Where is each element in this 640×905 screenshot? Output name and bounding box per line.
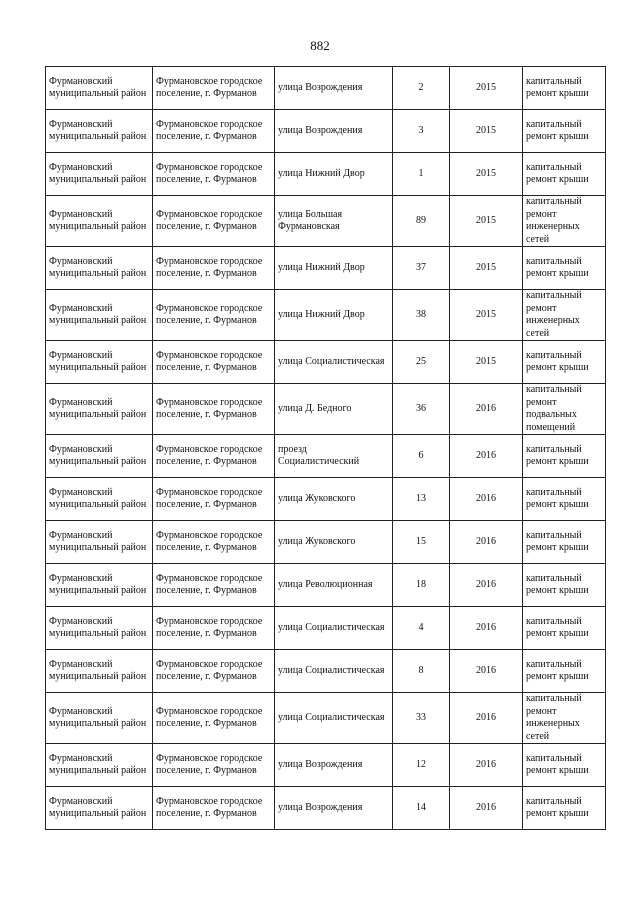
house-number-cell: 25 — [393, 341, 450, 384]
year-cell: 2016 — [450, 744, 523, 787]
district-cell: Фурмановский муниципальный район — [46, 153, 153, 196]
district-cell: Фурмановский муниципальный район — [46, 564, 153, 607]
district-cell: Фурмановский муниципальный район — [46, 67, 153, 110]
house-number-cell: 1 — [393, 153, 450, 196]
table-row — [46, 607, 606, 650]
district-cell: Фурмановский муниципальный район — [46, 384, 153, 435]
year-cell: 2016 — [450, 435, 523, 478]
settlement-cell: Фурмановское городское поселение, г. Фурманов — [153, 153, 275, 196]
district-cell: Фурмановский муниципальный район — [46, 247, 153, 290]
table-row — [46, 341, 606, 384]
work-type-cell: капитальный ремонт крыши — [523, 153, 606, 196]
work-type-cell: капитальный ремонт крыши — [523, 67, 606, 110]
street-cell: улица Социалистическая — [275, 341, 393, 384]
house-number-cell: 8 — [393, 650, 450, 693]
work-type-cell: капитальный ремонт крыши — [523, 787, 606, 830]
work-type-cell: капитальный ремонт крыши — [523, 521, 606, 564]
house-number-cell: 13 — [393, 478, 450, 521]
house-number-cell: 15 — [393, 521, 450, 564]
district-cell: Фурмановский муниципальный район — [46, 196, 153, 247]
table-row — [46, 435, 606, 478]
work-type-cell: капитальный ремонт крыши — [523, 607, 606, 650]
street-cell: улица Нижний Двор — [275, 290, 393, 341]
year-cell: 2015 — [450, 196, 523, 247]
house-number-cell: 38 — [393, 290, 450, 341]
work-type-cell: капитальный ремонт инженерных сетей — [523, 196, 606, 247]
work-type-cell: капитальный ремонт крыши — [523, 435, 606, 478]
table-row — [46, 787, 606, 830]
work-type-cell: капитальный ремонт подвальных помещений — [523, 384, 606, 435]
street-cell: улица Возрождения — [275, 67, 393, 110]
district-cell: Фурмановский муниципальный район — [46, 290, 153, 341]
street-cell: улица Социалистическая — [275, 693, 393, 744]
house-number-cell: 36 — [393, 384, 450, 435]
district-cell: Фурмановский муниципальный район — [46, 693, 153, 744]
year-cell: 2016 — [450, 521, 523, 564]
work-type-cell: капитальный ремонт крыши — [523, 110, 606, 153]
district-cell: Фурмановский муниципальный район — [46, 521, 153, 564]
street-cell: улица Жуковского — [275, 521, 393, 564]
district-cell: Фурмановский муниципальный район — [46, 435, 153, 478]
table-row — [46, 290, 606, 341]
street-cell: улица Д. Бедного — [275, 384, 393, 435]
street-cell: улица Жуковского — [275, 478, 393, 521]
year-cell: 2016 — [450, 693, 523, 744]
work-type-cell: капитальный ремонт инженерных сетей — [523, 290, 606, 341]
year-cell: 2016 — [450, 564, 523, 607]
settlement-cell: Фурмановское городское поселение, г. Фурманов — [153, 521, 275, 564]
settlement-cell: Фурмановское городское поселение, г. Фурманов — [153, 196, 275, 247]
house-number-cell: 12 — [393, 744, 450, 787]
settlement-cell: Фурмановское городское поселение, г. Фурманов — [153, 384, 275, 435]
house-number-cell: 3 — [393, 110, 450, 153]
settlement-cell: Фурмановское городское поселение, г. Фурманов — [153, 693, 275, 744]
table-row — [46, 153, 606, 196]
street-cell: улица Революционная — [275, 564, 393, 607]
work-type-cell: капитальный ремонт крыши — [523, 650, 606, 693]
year-cell: 2016 — [450, 607, 523, 650]
year-cell: 2016 — [450, 384, 523, 435]
street-cell: улица Возрождения — [275, 787, 393, 830]
settlement-cell: Фурмановское городское поселение, г. Фурманов — [153, 787, 275, 830]
house-number-cell: 89 — [393, 196, 450, 247]
street-cell: улица Возрождения — [275, 110, 393, 153]
district-cell: Фурмановский муниципальный район — [46, 607, 153, 650]
settlement-cell: Фурмановское городское поселение, г. Фурманов — [153, 744, 275, 787]
settlement-cell: Фурмановское городское поселение, г. Фурманов — [153, 607, 275, 650]
district-cell: Фурмановский муниципальный район — [46, 650, 153, 693]
table-row — [46, 67, 606, 110]
table-row — [46, 196, 606, 247]
table-body — [46, 67, 606, 830]
settlement-cell: Фурмановское городское поселение, г. Фурманов — [153, 247, 275, 290]
year-cell: 2015 — [450, 290, 523, 341]
settlement-cell: Фурмановское городское поселение, г. Фурманов — [153, 110, 275, 153]
house-number-cell: 4 — [393, 607, 450, 650]
settlement-cell: Фурмановское городское поселение, г. Фурманов — [153, 341, 275, 384]
table-row — [46, 650, 606, 693]
year-cell: 2015 — [450, 153, 523, 196]
table-row — [46, 384, 606, 435]
repair-schedule-table — [45, 66, 606, 830]
street-cell: улица Возрождения — [275, 744, 393, 787]
street-cell: улица Социалистическая — [275, 650, 393, 693]
district-cell: Фурмановский муниципальный район — [46, 744, 153, 787]
year-cell: 2016 — [450, 650, 523, 693]
work-type-cell: капитальный ремонт крыши — [523, 478, 606, 521]
district-cell: Фурмановский муниципальный район — [46, 110, 153, 153]
district-cell: Фурмановский муниципальный район — [46, 478, 153, 521]
district-cell: Фурмановский муниципальный район — [46, 787, 153, 830]
table-row — [46, 693, 606, 744]
settlement-cell: Фурмановское городское поселение, г. Фурманов — [153, 478, 275, 521]
settlement-cell: Фурмановское городское поселение, г. Фурманов — [153, 67, 275, 110]
street-cell: проезд Социалистический — [275, 435, 393, 478]
year-cell: 2016 — [450, 478, 523, 521]
table-row — [46, 744, 606, 787]
table-row — [46, 521, 606, 564]
house-number-cell: 37 — [393, 247, 450, 290]
street-cell: улица Большая Фурмановская — [275, 196, 393, 247]
work-type-cell: капитальный ремонт крыши — [523, 744, 606, 787]
house-number-cell: 14 — [393, 787, 450, 830]
table-row — [46, 478, 606, 521]
settlement-cell: Фурмановское городское поселение, г. Фурманов — [153, 435, 275, 478]
year-cell: 2015 — [450, 110, 523, 153]
work-type-cell: капитальный ремонт крыши — [523, 341, 606, 384]
settlement-cell: Фурмановское городское поселение, г. Фурманов — [153, 564, 275, 607]
street-cell: улица Нижний Двор — [275, 247, 393, 290]
year-cell: 2015 — [450, 67, 523, 110]
table-row — [46, 247, 606, 290]
work-type-cell: капитальный ремонт крыши — [523, 564, 606, 607]
street-cell: улица Нижний Двор — [275, 153, 393, 196]
year-cell: 2016 — [450, 787, 523, 830]
settlement-cell: Фурмановское городское поселение, г. Фурманов — [153, 290, 275, 341]
settlement-cell: Фурмановское городское поселение, г. Фурманов — [153, 650, 275, 693]
street-cell: улица Социалистическая — [275, 607, 393, 650]
table-row — [46, 564, 606, 607]
house-number-cell: 18 — [393, 564, 450, 607]
year-cell: 2015 — [450, 341, 523, 384]
house-number-cell: 33 — [393, 693, 450, 744]
house-number-cell: 6 — [393, 435, 450, 478]
year-cell: 2015 — [450, 247, 523, 290]
work-type-cell: капитальный ремонт инженерных сетей — [523, 693, 606, 744]
district-cell: Фурмановский муниципальный район — [46, 341, 153, 384]
work-type-cell: капитальный ремонт крыши — [523, 247, 606, 290]
house-number-cell: 2 — [393, 67, 450, 110]
table-row — [46, 110, 606, 153]
page-number: 882 — [310, 38, 330, 53]
